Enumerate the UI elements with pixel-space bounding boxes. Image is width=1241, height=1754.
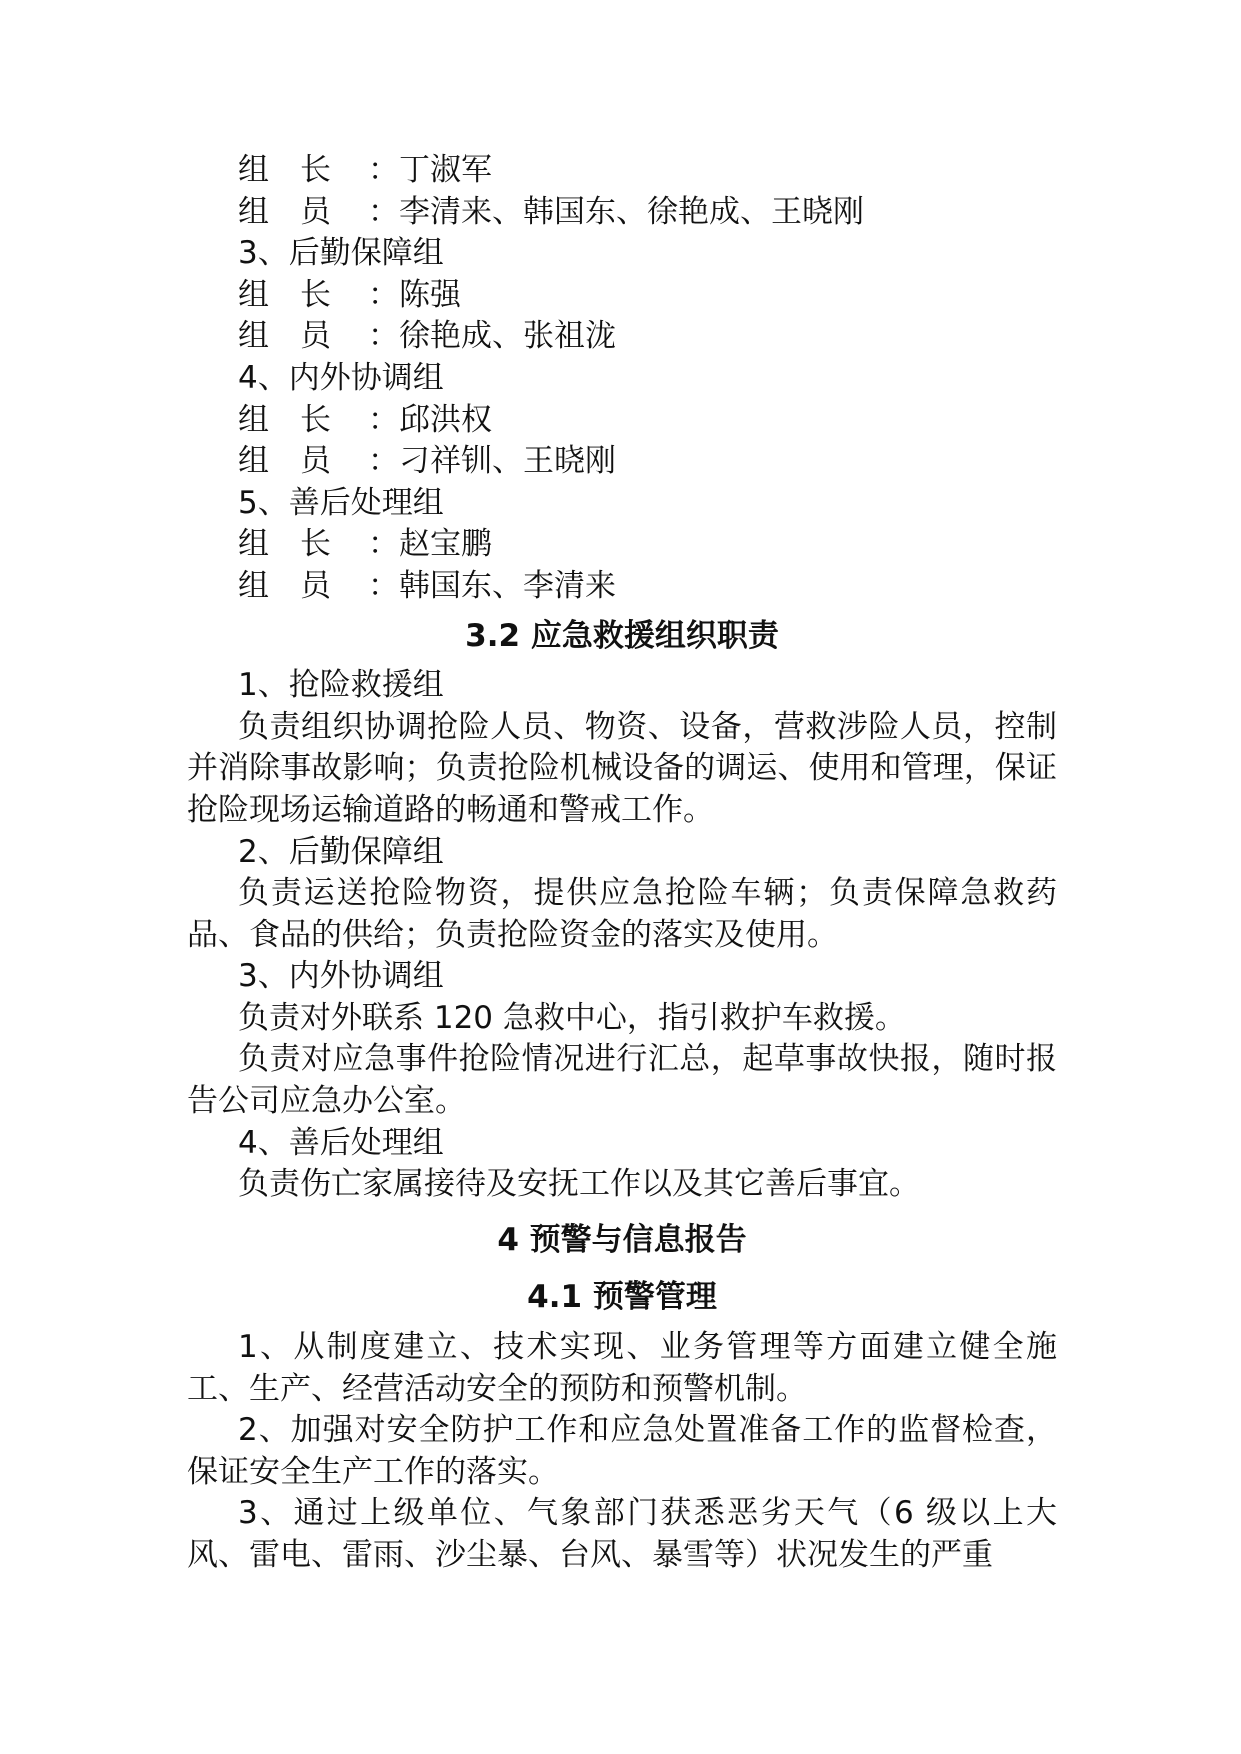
group-leader-line: 组 长 ：赵宝鹏: [187, 524, 1057, 566]
leader-name: 丁淑军: [399, 152, 492, 188]
item-paragraph: 负责对应急事件抢险情况进行汇总，起草事故快报，随时报告公司应急办公室。: [187, 1041, 1057, 1120]
member-names: 徐艳成、张祖泷: [399, 318, 616, 355]
group-leader-line: 组 长 ：邱洪权: [187, 400, 1057, 442]
role-label: 组 员: [238, 567, 331, 604]
warning-paragraph: 1、从制度建立、技术实现、业务管理等方面建立健全施工、生产、经营活动安全的预防和预警机制。: [187, 1329, 1057, 1407]
role-label: 组 长: [238, 152, 331, 188]
role-label: 组 长: [238, 401, 331, 438]
group-member-line: 组 员 ：李清来、韩国东、徐艳成、王晓刚: [187, 192, 1057, 234]
role-label: 组 员: [238, 443, 331, 480]
role-label: 组 员: [238, 193, 331, 230]
role-label: 组 长: [238, 526, 331, 563]
leader-name: 邱洪权: [399, 401, 492, 438]
role-label: 组 员: [238, 318, 331, 355]
item-title: 1、抢险救援组: [238, 667, 444, 704]
role-label: 组 长: [238, 276, 331, 313]
group-member-line: 组 员 ：徐艳成、张祖泷: [187, 316, 1057, 358]
document-page: [187, 150, 1057, 1577]
item-title: 4、善后处理组: [238, 1124, 444, 1161]
item-paragraph: 负责伤亡家属接待及安抚工作以及其它善后事宜。: [238, 1166, 920, 1203]
member-names: 刁祥钏、王晓刚: [399, 443, 616, 480]
warning-paragraph: 3、通过上级单位、气象部门获悉恶劣天气（6 级以上大风、雷电、雷雨、沙尘暴、台风、暴雪等）状况发生的严重: [187, 1495, 1057, 1573]
group-title: 4、内外协调组: [238, 359, 444, 396]
group-leader-line: 组 长 ：丁淑军: [187, 150, 1057, 192]
group-member-line: 组 员 ：刁祥钏、王晓刚: [187, 441, 1057, 483]
warning-paragraph: 2、加强对安全防护工作和应急处置准备工作的监督检查，保证安全生产工作的落实。: [187, 1412, 1057, 1490]
group-member-line: 组 员 ：韩国东、李清来: [187, 566, 1057, 608]
item-paragraph: 负责组织协调抢险人员、物资、设备，营救涉险人员，控制并消除事故影响；负责抢险机械设备的调运、使用和管理，保证抢险现场运输道路的畅通和警戒工作。: [187, 708, 1057, 828]
member-names: 韩国东、李清来: [399, 567, 616, 604]
leader-name: 陈强: [399, 276, 461, 313]
leader-name: 赵宝鹏: [399, 526, 492, 563]
group-leader-line: 组 长 ：陈强: [187, 275, 1057, 317]
member-names: 李清来、韩国东、徐艳成、王晓刚: [399, 193, 864, 230]
item-paragraph: 负责对外联系 120 急救中心，指引救护车救援。: [238, 999, 906, 1036]
section-heading: 4.1 预警管理: [527, 1279, 717, 1316]
item-paragraph: 负责运送抢险物资，提供应急抢险车辆；负责保障急救药品、食品的供给；负责抢险资金的落实及使用。: [187, 875, 1057, 953]
item-title: 3、内外协调组: [238, 958, 444, 995]
group-title: 3、后勤保障组: [238, 235, 444, 272]
chapter-heading: 4 预警与信息报告: [497, 1221, 747, 1258]
group-title: 5、善后处理组: [238, 484, 444, 521]
section-heading: 3.2 应急救援组织职责: [465, 617, 779, 654]
item-title: 2、后勤保障组: [238, 833, 444, 870]
